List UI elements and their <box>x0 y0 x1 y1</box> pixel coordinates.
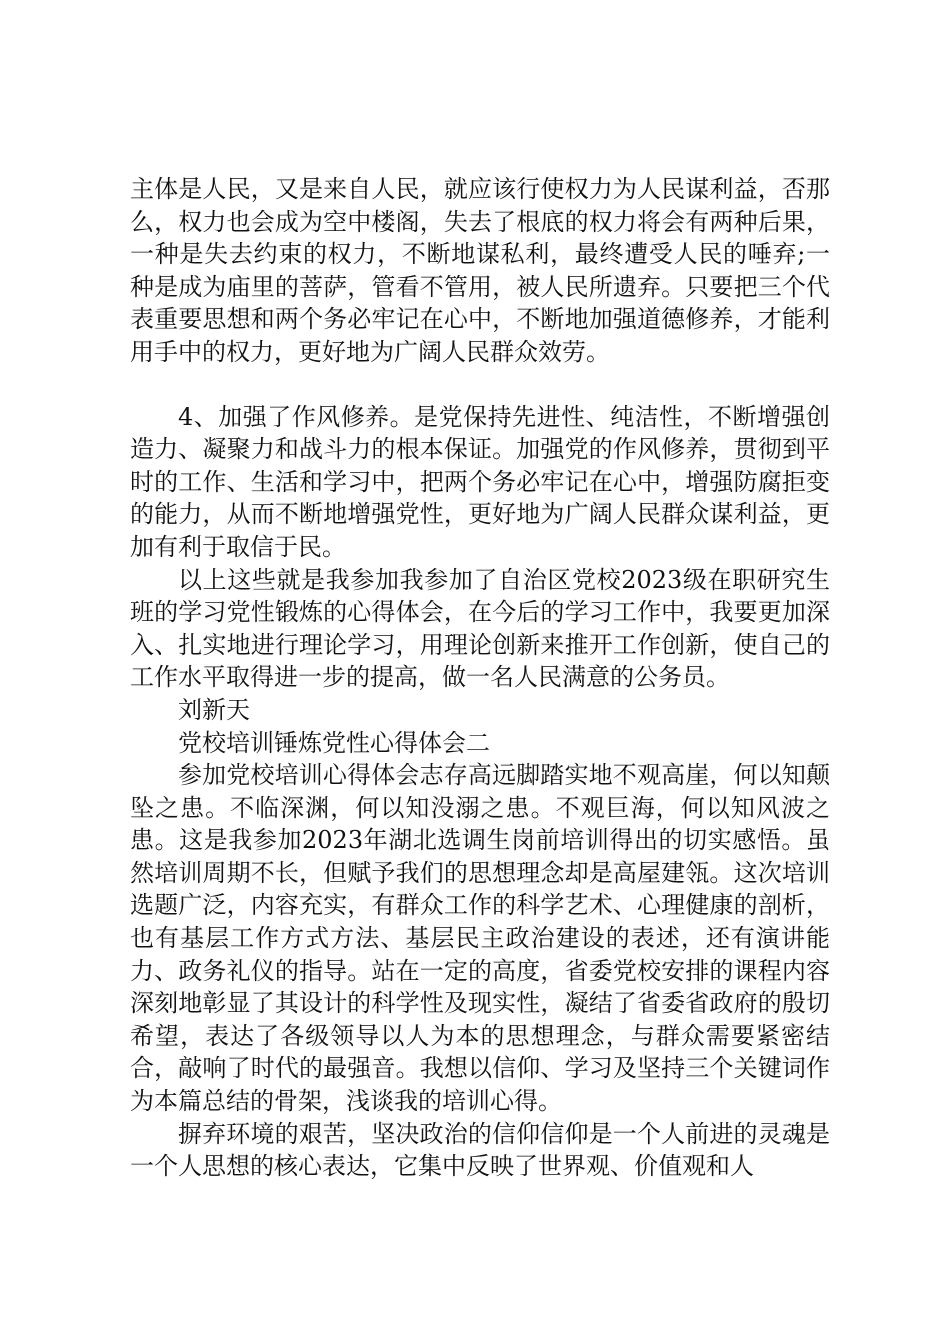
paragraph-power-continuation: 主体是人民，又是来自人民，就应该行使权力为人民谋利益，否那么，权力也会成为空中楼阁，失去了根底的权力将会有两种后果，一种是失去约束的权力，不断地谋私利，最终遭受人民的唾弃;一种是成为庙里的菩萨，管看不管用，被人民所遗弃。只要把三个代表重要思想和两个务必牢记在心中，不断地加强道德修养，才能利用手中的权力，更好地为广阔人民群众效劳。 <box>130 175 830 366</box>
document-body <box>130 173 830 1183</box>
paragraph-style-cultivation: 4、加强了作风修养。是党保持先进性、纯洁性，不断增强创造力、凝聚力和战斗力的根本保证。加强党的作风修养，贯彻到平时的工作、生活和学习中，把两个务必牢记在心中，增强防腐拒变的能力，从而不断地增强党性，更好地为广阔人民群众谋利益，更加有利于取信于民。 <box>130 402 830 561</box>
paragraph-summary: 以上这些就是我参加我参加了自治区党校2023级在职研究生班的学习党性锻炼的心得体会，在今后的学习工作中，我要更加深入、扎实地进行理论学习，用理论创新来推开工作创新，使自己的工作水平取得进一步的提高，做一名人民满意的公务员。 <box>130 565 830 692</box>
paragraph-training-intro: 参加党校培训心得体会志存高远脚踏实地不观高崖，何以知颠坠之患。不临深渊，何以知没溺之患。不观巨海，何以知风波之患。这是我参加2023年湖北选调生岗前培训得出的切实感悟。虽然培训周期不长，但赋予我们的思想理念却是高屋建瓴。这次培训选题广泛，内容充实，有群众工作的科学艺术、心理健康的剖析，也有基层工作方式方法、基层民主政治建设的表述，还有演讲能力、政务礼仪的指导。站在一定的高度，省委党校安排的课程内容深刻地彰显了其设计的科学性及现实性，凝结了省委省政府的殷切希望，表达了各级领导以人为本的思想理念，与群众需要紧密结合，敲响了时代的最强音。我想以信仰、学习及坚持三个关键词作为本篇总结的骨架，浅谈我的培训心得。 <box>130 761 830 1116</box>
section-title: 党校培训锤炼党性心得体会二 <box>178 728 490 757</box>
paragraph-political-faith: 摒弃环境的艰苦，坚决政治的信仰信仰是一个人前进的灵魂是一个人思想的核心表达，它集中反映了世界观、价值观和人 <box>130 1119 830 1181</box>
author-name: 刘新天 <box>178 695 250 724</box>
